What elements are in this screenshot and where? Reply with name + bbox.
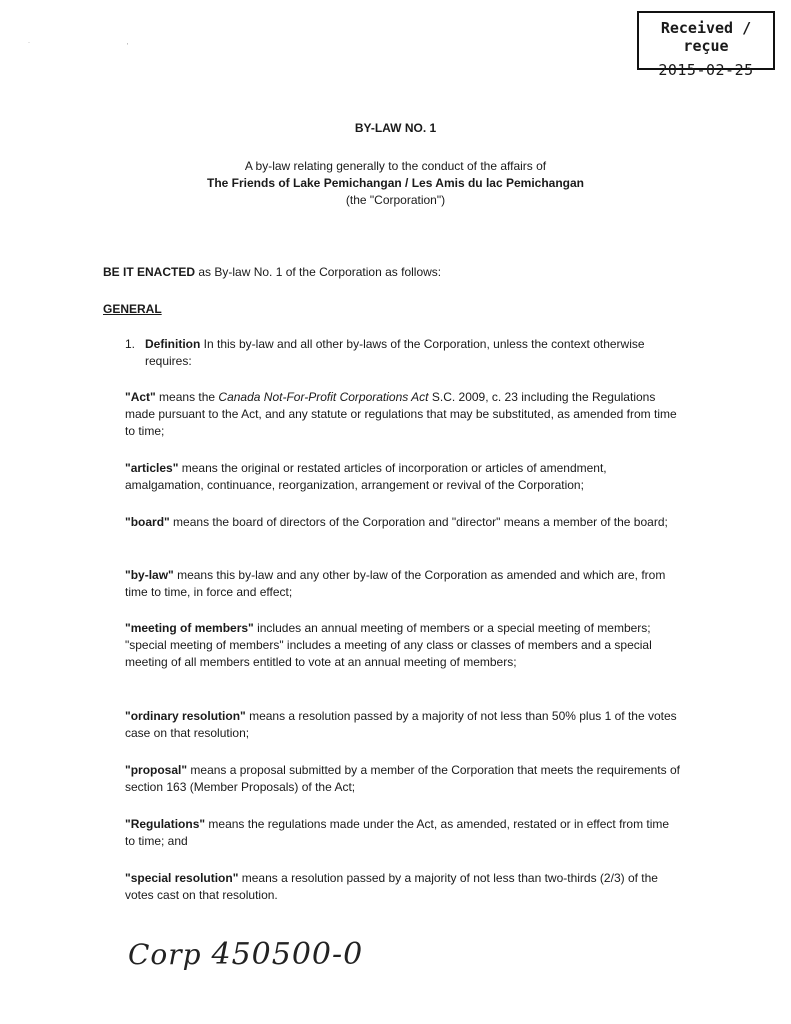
- definition-term: "special resolution": [125, 871, 239, 885]
- definition-text: includes an annual meeting of members or a special meeting of members; "special meeting of members" includes a meeting of any class or classes of members and a special meeting of all members entitled to vote at an annual meeting of members;: [125, 621, 652, 669]
- enacting-clause-bold: BE IT ENACTED: [103, 265, 196, 279]
- definition-text: means the regulations made under the Act, as amended, restated or in effect from time to time; and: [125, 817, 670, 848]
- section-heading: GENERAL: [103, 302, 162, 316]
- definition-act: [125, 389, 680, 440]
- definition-meeting-of-members: [125, 620, 680, 671]
- definition-by-law: [125, 567, 680, 601]
- definition-text: means a resolution passed by a majority of not less than two-thirds (2/3) of the votes cast on that resolution.: [125, 871, 658, 902]
- scan-specks: · ,: [28, 40, 129, 46]
- numbered-item: [125, 336, 665, 370]
- definition-regulations: [125, 816, 680, 850]
- definition-special-resolution: [125, 870, 680, 904]
- document-subtitle: [0, 158, 791, 209]
- definition-italic: Canada Not-For-Profit Corporations Act: [218, 390, 429, 404]
- enacting-clause-text: as By-law No. 1 of the Corporation as follows:: [195, 265, 442, 279]
- definition-board: [125, 514, 680, 531]
- definition-articles: [125, 460, 680, 494]
- item-number: 1.: [125, 337, 136, 351]
- subtitle-line: A by-law relating generally to the conduct of the affairs of: [244, 159, 547, 173]
- item-term: Definition: [145, 337, 201, 351]
- enacting-clause: [103, 265, 441, 279]
- stamp-date: 2015-02-25: [658, 61, 754, 79]
- definition-text: means the: [155, 390, 219, 404]
- definition-term: "Regulations": [125, 817, 206, 831]
- definition-text: S.C. 2009, c. 23 including the Regulations made pursuant to the Act, and any statute or regulations that may be substituted, as amended from time to time;: [125, 390, 677, 438]
- definition-term: "by-law": [125, 568, 174, 582]
- definition-ordinary-resolution: [125, 708, 680, 742]
- definition-text: means a resolution passed by a majority of not less than 50% plus 1 of the votes case on that resolution;: [125, 709, 677, 740]
- definition-text: means this by-law and any other by-law of the Corporation as amended and which are, from time to time, in force and effect;: [125, 568, 666, 599]
- definition-term: "proposal": [125, 763, 188, 777]
- definition-term: "board": [125, 515, 170, 529]
- handwritten-prefix: Corp: [128, 938, 202, 971]
- handwritten-corporation-number: [128, 937, 363, 972]
- handwritten-number: 450500-0: [211, 937, 364, 972]
- received-stamp: [637, 11, 775, 79]
- item-text: In this by-law and all other by-laws of the Corporation, unless the context otherwise requires:: [145, 337, 645, 368]
- definition-term: "articles": [125, 461, 179, 475]
- corporation-name: The Friends of Lake Pemichangan / Les Amis du lac Pemichangan: [207, 176, 584, 190]
- subtitle-corporation-alias: (the "Corporation"): [345, 193, 446, 207]
- definition-term: "ordinary resolution": [125, 709, 246, 723]
- definition-text: means a proposal submitted by a member of the Corporation that meets the requirements of section 163 (Member Proposals) of the Act;: [125, 763, 680, 794]
- document-title: BY-LAW NO. 1: [354, 121, 437, 135]
- stamp-label: Received / reçue: [660, 19, 752, 55]
- definition-term: "Act": [125, 390, 156, 404]
- definition-term: "meeting of members": [125, 621, 254, 635]
- definition-text: means the board of directors of the Corporation and "director" means a member of the board;: [169, 515, 668, 529]
- definition-proposal: [125, 762, 680, 796]
- definition-text: means the original or restated articles of incorporation or articles of amendment, amalgamation, continuance, reorganization, arrangement or revival of the Corporation;: [125, 461, 607, 492]
